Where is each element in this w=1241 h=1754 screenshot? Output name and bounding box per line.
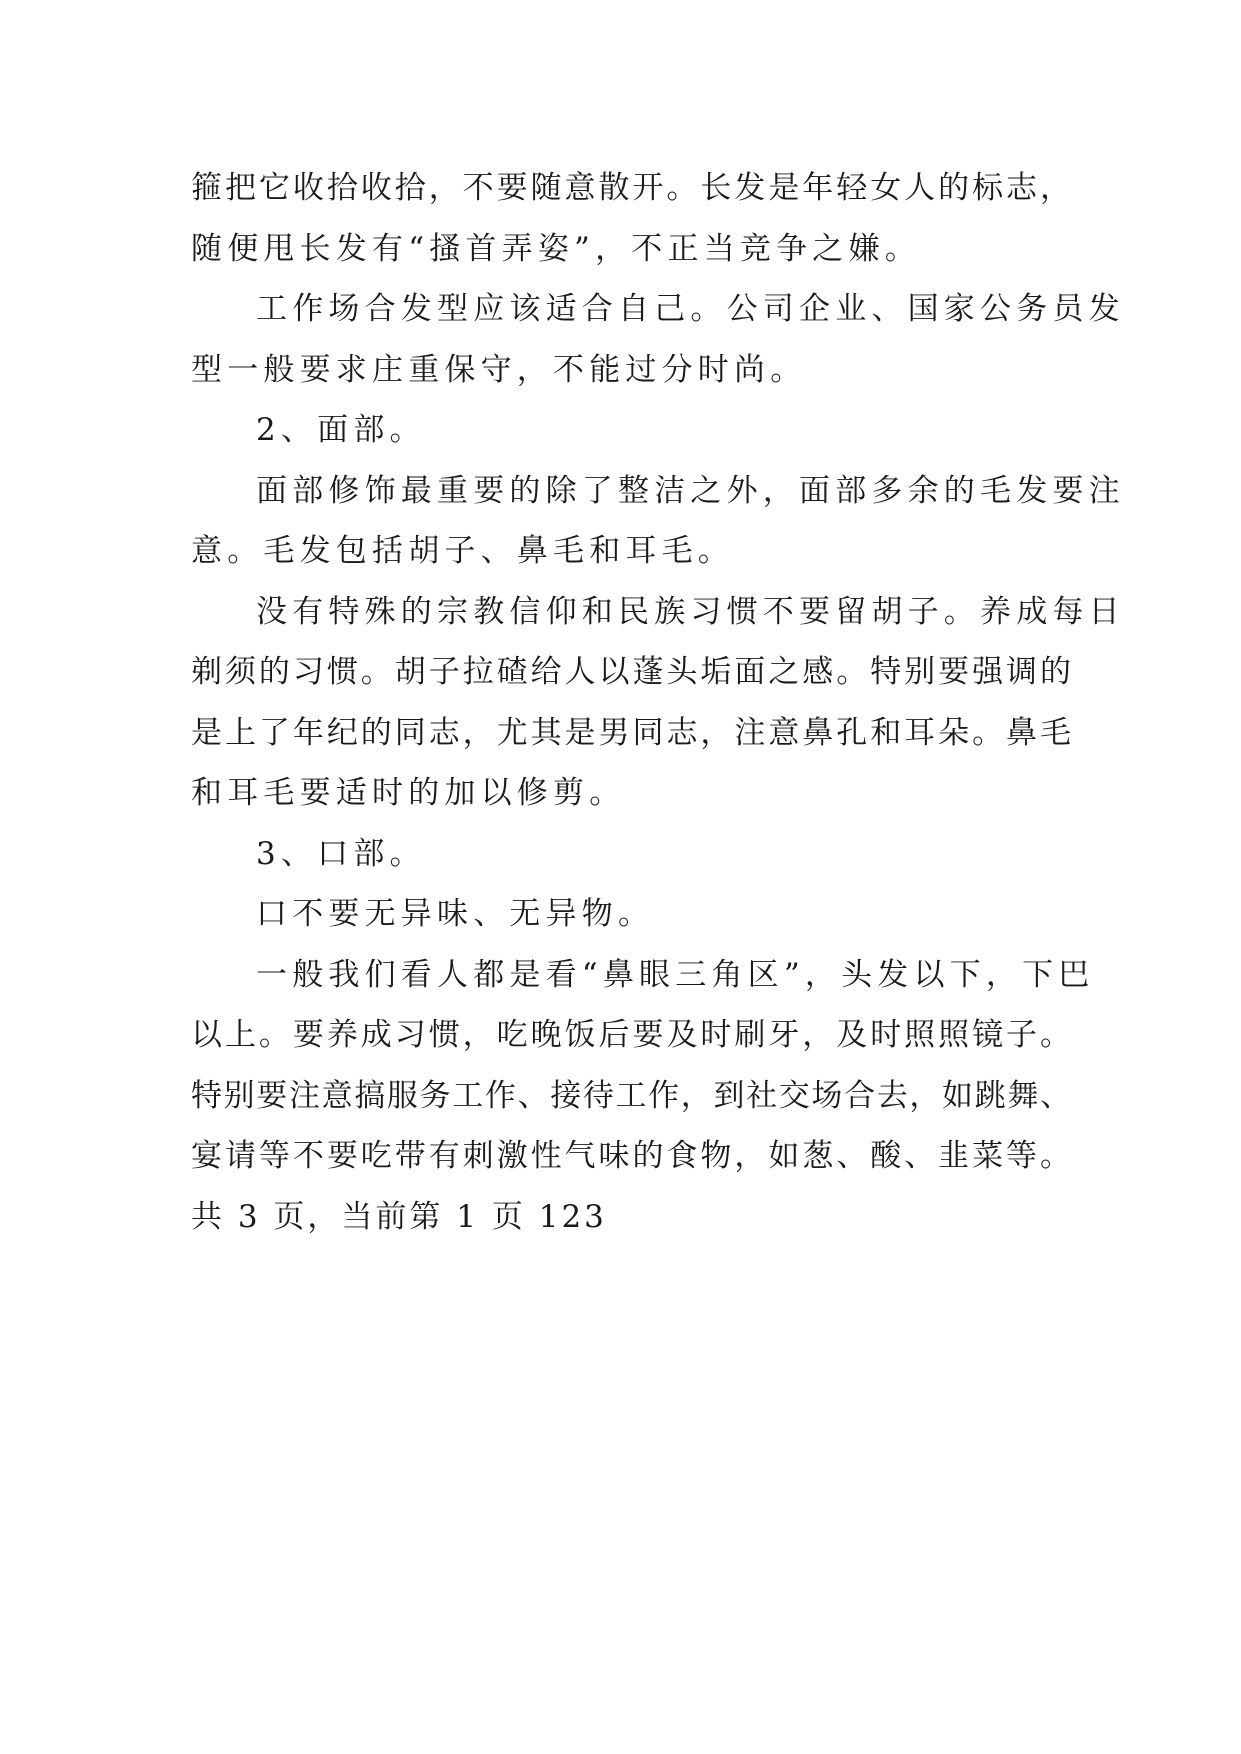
text-line: 特别要注意搞服务工作、接待工作，到社交场合去，如跳舞、 [191, 1077, 1071, 1114]
text-line: 没有特殊的宗教信仰和民族习惯不要留胡子。养成每日 [256, 593, 1125, 630]
document-body [191, 158, 1125, 1247]
text-line: 型一般要求庄重保守，不能过分时尚。 [191, 351, 807, 388]
text-line: 宴请等不要吃带有刺激性气味的食物，如葱、酸、韭菜等。 [191, 1138, 1071, 1174]
text-line: 剃须的习惯。胡子拉碴给人以蓬头垢面之感。特别要强调的 [191, 654, 1071, 690]
text-line: 口不要无异味、无异物。 [256, 896, 655, 932]
text-line: 面部修饰最重要的除了整洁之外，面部多余的毛发要注 [256, 472, 1125, 509]
section-heading: 3、口部。 [256, 835, 426, 872]
page-footer: 共 3 页，当前第 1 页 123 [191, 1198, 607, 1235]
text-line: 箍把它收拾收拾，不要随意散开。长发是年轻女人的标志， [191, 170, 1071, 206]
text-line: 和耳毛要适时的加以修剪。 [191, 775, 626, 811]
text-line: 是上了年纪的同志，尤其是男同志，注意鼻孔和耳朵。鼻毛 [191, 714, 1071, 751]
text-line: 随便甩长发有“搔首弄姿”，不正当竞争之嫌。 [191, 230, 921, 267]
text-line: 以上。要养成习惯，吃晚饭后要及时刷牙，及时照照镜子。 [191, 1017, 1071, 1053]
text-line: 工作场合发型应该适合自己。公司企业、国家公务员发 [256, 291, 1125, 327]
text-line: 一般我们看人都是看“鼻眼三角区”，头发以下，下巴 [256, 956, 1095, 993]
text-line: 意。毛发包括胡子、鼻毛和耳毛。 [191, 533, 734, 569]
section-heading: 2、面部。 [256, 412, 426, 448]
